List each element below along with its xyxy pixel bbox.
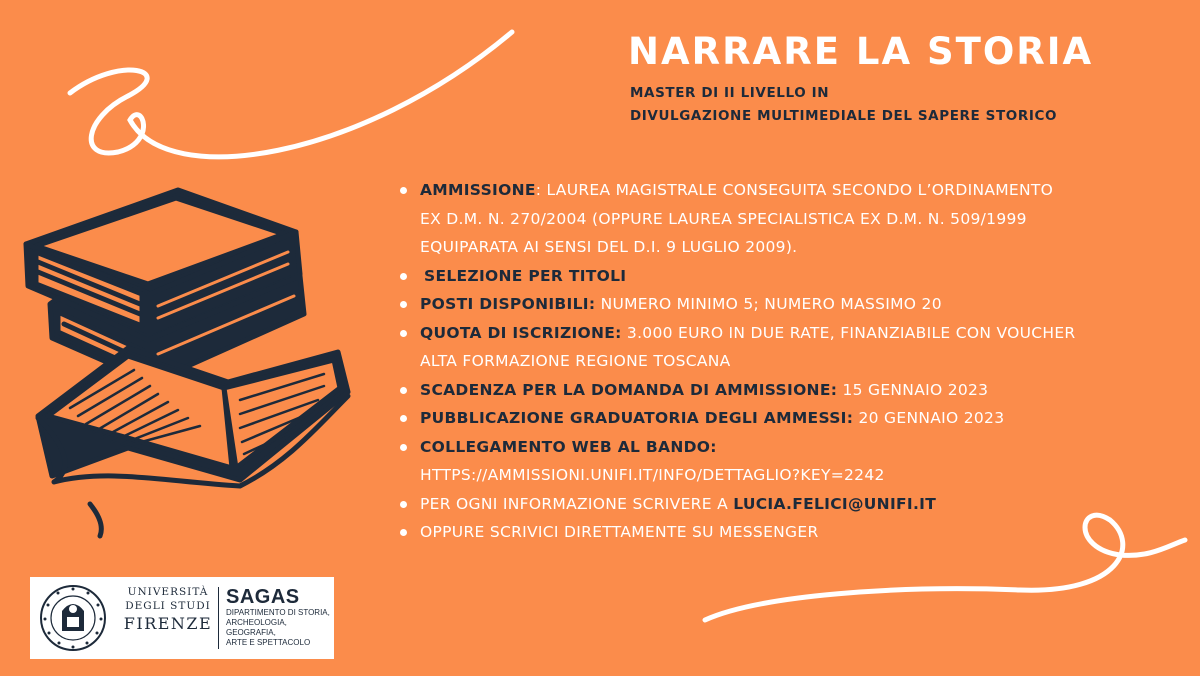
scadenza-label: SCADENZA PER LA DOMANDA DI AMMISSIONE: (420, 380, 838, 399)
page-title: NARRARE LA STORIA (628, 30, 1094, 73)
logo-divider (218, 587, 219, 649)
pubblicazione-text: 20 GENNAIO 2023 (858, 409, 1005, 427)
messenger-text: OPPURE SCRIVICI DIRETTAMENTE SU MESSENGER (420, 523, 819, 541)
books-illustration-icon (18, 186, 356, 544)
department-line-2: ARCHEOLOGIA, GEOGRAFIA, (226, 618, 287, 637)
department-line-3: ARTE E SPETTACOLO (226, 638, 311, 647)
ammissione-text-3: EQUIPARATA AI SENSI DEL D.I. 9 LUGLIO 2009). (420, 238, 798, 256)
collegamento-label: COLLEGAMENTO WEB AL BANDO: (420, 437, 717, 456)
list-item-selezione (398, 262, 1198, 291)
selezione-label: SELEZIONE PER TITOLI (424, 266, 627, 285)
quota-label: QUOTA DI ISCRIZIONE: (420, 323, 622, 342)
pubblicazione-label: PUBBLICAZIONE GRADUATORIA DEGLI AMMESSI: (420, 409, 854, 427)
department-line-1: DIPARTIMENTO DI STORIA, (226, 608, 330, 617)
list-item-collegamento (398, 433, 1198, 490)
list-item-scadenza (398, 376, 1198, 405)
collegamento-link[interactable]: HTTPS://AMMISSIONI.UNIFI.IT/INFO/DETTAGLIO?KEY=2242 (420, 466, 885, 484)
posti-label: POSTI DISPONIBILI: (420, 295, 596, 313)
university-logo (30, 577, 334, 659)
list-item-messenger (398, 518, 1198, 547)
ammissione-text-1: : LAUREA MAGISTRALE CONSEGUITA SECONDO L’ORDINAMENTO (535, 181, 1054, 199)
university-line-3: FIRENZE (123, 614, 213, 633)
university-line-1: UNIVERSITÀ (127, 586, 209, 598)
info-list (398, 176, 1198, 547)
list-item-contatto (398, 490, 1198, 519)
university-seal-icon (38, 583, 108, 653)
ammissione-text-2: EX D.M. N. 270/2004 (OPPURE LAUREA SPECIALISTICA EX D.M. N. 509/1999 (420, 209, 1027, 228)
subtitle (630, 82, 1057, 128)
list-item-ammissione (398, 176, 1198, 262)
quota-text-1: 3.000 EURO IN DUE RATE, FINANZIABILE CON VOUCHER (626, 323, 1076, 342)
ammissione-label: AMMISSIONE (420, 181, 536, 199)
subtitle-line-1: MASTER DI II LIVELLO IN (630, 85, 830, 101)
list-item-posti (398, 290, 1198, 319)
posti-text: NUMERO MINIMO 5; NUMERO MASSIMO 20 (600, 295, 942, 313)
scadenza-text: 15 GENNAIO 2023 (842, 380, 989, 399)
contatto-email-link[interactable]: LUCIA.FELICI@UNIFI.IT (733, 494, 937, 513)
subtitle-line-2: DIVULGAZIONE MULTIMEDIALE DEL SAPERE STORICO (630, 108, 1058, 124)
university-name (122, 585, 214, 635)
quota-text-2: ALTA FORMAZIONE REGIONE TOSCANA (420, 352, 731, 370)
list-item-quota (398, 319, 1198, 376)
university-line-2: DEGLI STUDI (125, 600, 211, 612)
contatto-text: PER OGNI INFORMAZIONE SCRIVERE A (420, 494, 728, 513)
department-acronym: SAGAS (226, 586, 300, 608)
list-item-pubblicazione (398, 404, 1198, 433)
department-name (226, 586, 334, 648)
